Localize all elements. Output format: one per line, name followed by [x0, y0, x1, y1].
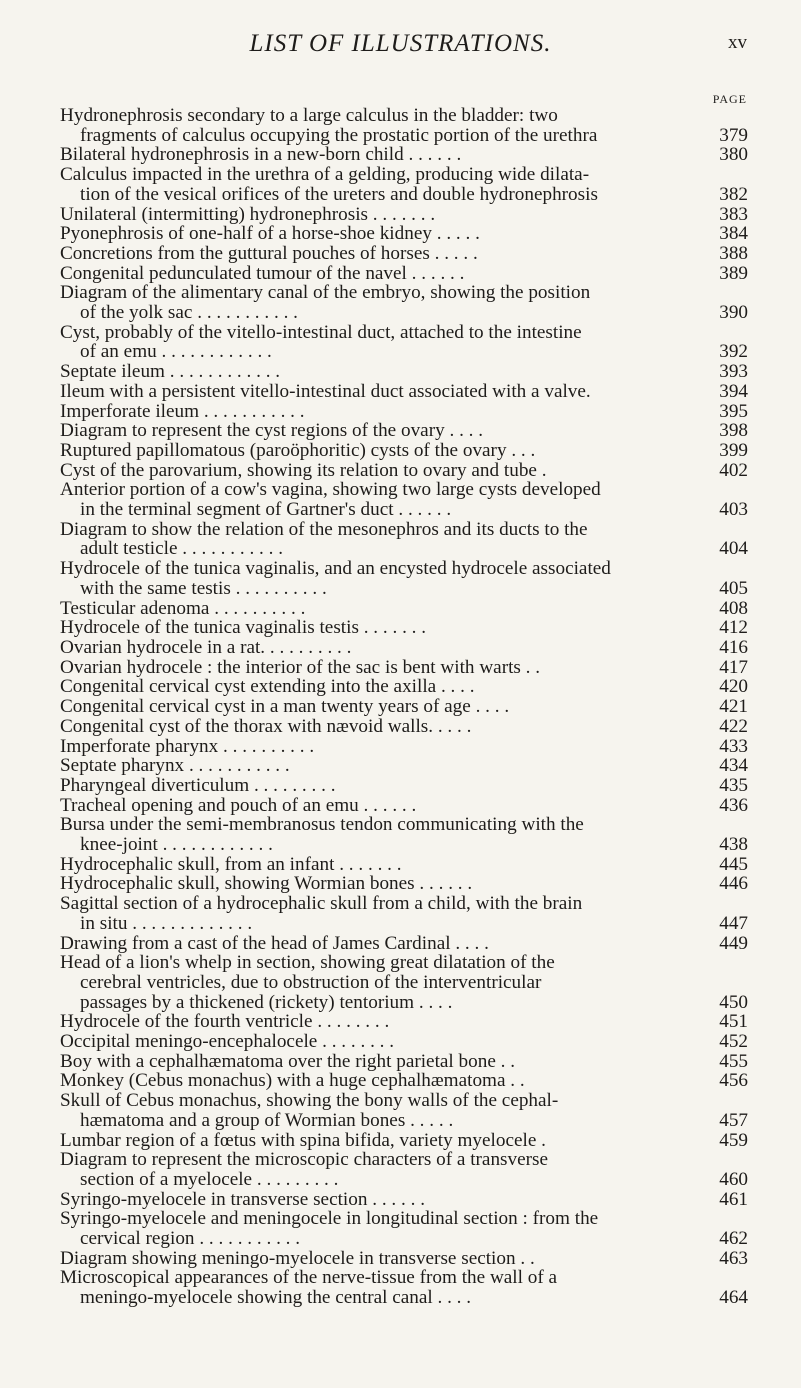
entry-caption-line: Syringo-myelocele and meningocele in longitudinal section : from the — [60, 1209, 599, 1230]
entry-page-number: 404 — [719, 538, 748, 560]
entry-caption-line: Calculus impacted in the urethra of a gelding, producing wide dilata- — [60, 165, 590, 185]
list-item — [60, 520, 748, 559]
entry-page-number: 390 — [719, 302, 748, 324]
entry-page-number: 460 — [719, 1168, 748, 1190]
list-item — [60, 1268, 748, 1307]
entry-caption-line: in the terminal segment of Gartner's duct . . . . . . — [80, 500, 452, 520]
entry-caption-line: Bursa under the semi-membranosus tendon communicating with the — [60, 815, 584, 836]
entry-caption-line: Monkey (Cebus monachus) with a huge cephalhæmatoma . . — [60, 1071, 525, 1092]
list-item — [60, 461, 748, 481]
entry-caption-line: hæmatoma and a group of Wormian bones . . . . . — [80, 1110, 454, 1131]
list-item — [60, 815, 748, 854]
page-title: LIST OF ILLUSTRATIONS. — [249, 30, 552, 57]
entry-page-number: 447 — [719, 912, 748, 934]
entry-caption-line: Diagram to represent the cyst regions of the ovary . . . . — [60, 421, 484, 441]
list-item — [60, 165, 748, 204]
entry-caption-line: Imperforate pharynx . . . . . . . . . . — [60, 736, 315, 757]
list-item — [60, 776, 748, 796]
entry-page-number: 446 — [719, 873, 748, 895]
entry-page-number: 417 — [719, 656, 748, 678]
entry-caption-line: Congenital cyst of the thorax with nævoid walls. . . . . — [60, 716, 472, 737]
entry-caption-line: Diagram to represent the microscopic characters of a transverse — [60, 1150, 548, 1170]
entry-page-number: 462 — [719, 1228, 748, 1250]
entry-page-number: 402 — [719, 459, 748, 481]
entry-page-number: 394 — [719, 380, 748, 402]
entry-page-number: 403 — [719, 499, 748, 521]
entry-page-number: 405 — [719, 577, 748, 599]
entry-page-number: 436 — [719, 794, 748, 816]
entry-caption-line: Hydrocephalic skull, showing Wormian bones . . . . . . — [60, 874, 473, 895]
entry-caption-line: Occipital meningo-encephalocele . . . . . . . . — [60, 1032, 395, 1052]
running-header — [0, 30, 801, 58]
entry-caption-line: Hydrocele of the tunica vaginalis testis . . . . . . . — [60, 618, 427, 638]
entry-caption-line: Congenital cervical cyst in a man twenty years of age . . . . — [60, 697, 510, 717]
folio-number: xv — [728, 32, 747, 53]
entry-caption-line: Imperforate ileum . . . . . . . . . . . — [60, 401, 305, 422]
entry-caption-line: Congenital pedunculated tumour of the navel . . . . . . — [60, 263, 465, 284]
entry-caption-line: Sagittal section of a hydrocephalic skull from a child, with the brain — [60, 894, 583, 914]
entry-caption-line: Concretions from the guttural pouches of horses . . . . . — [60, 243, 478, 264]
list-item — [60, 677, 748, 697]
entry-caption-line: Head of a lion's whelp in section, showing great dilatation of the — [60, 953, 555, 973]
list-item — [60, 953, 748, 1012]
list-item — [60, 441, 748, 461]
entry-caption-line: Microscopical appearances of the nerve-tissue from the wall of a — [60, 1268, 558, 1289]
entry-caption-line: Bilateral hydronephrosis in a new-born child . . . . . . — [60, 145, 462, 166]
list-item — [60, 1150, 748, 1189]
entry-page-number: 445 — [719, 853, 748, 875]
list-item — [60, 894, 748, 933]
entry-caption-line: Congenital cervical cyst extending into the axilla . . . . — [60, 677, 475, 698]
list-item — [60, 1052, 748, 1072]
list-item — [60, 1209, 748, 1248]
list-item — [60, 855, 748, 875]
list-item — [60, 737, 748, 757]
entry-caption-line: cervical region . . . . . . . . . . . — [80, 1229, 301, 1249]
list-item — [60, 264, 748, 284]
entry-page-number: 456 — [719, 1070, 748, 1092]
entry-caption-line: Ovarian hydrocele in a rat. . . . . . . . . . — [60, 637, 352, 658]
entry-page-number: 412 — [719, 617, 748, 639]
list-item — [60, 717, 748, 737]
entry-caption-line: fragments of calculus occupying the prostatic portion of the urethra — [80, 125, 598, 146]
list-item — [60, 205, 748, 225]
entry-caption-line: adult testicle . . . . . . . . . . . — [80, 539, 284, 560]
entry-page-number: 389 — [719, 262, 748, 284]
list-item — [60, 756, 748, 776]
entry-page-number: 399 — [719, 439, 748, 461]
entry-caption-line: tion of the vesical orifices of the ureters and double hydronephrosis — [80, 184, 598, 205]
list-item — [60, 106, 748, 145]
entry-caption-line: Diagram of the alimentary canal of the embryo, showing the position — [60, 283, 591, 304]
entry-page-number: 452 — [719, 1031, 748, 1053]
illustration-list — [60, 106, 748, 1308]
list-item — [60, 638, 748, 658]
entry-caption-line: of an emu . . . . . . . . . . . . — [80, 342, 272, 363]
entry-page-number: 422 — [719, 715, 748, 737]
list-item — [60, 658, 748, 678]
entry-caption-line: in situ . . . . . . . . . . . . . — [80, 913, 253, 934]
entry-page-number: 435 — [719, 774, 748, 796]
entry-caption-line: Skull of Cebus monachus, showing the bony walls of the cephal- — [60, 1091, 559, 1111]
list-item — [60, 1249, 748, 1269]
entry-caption-line: Pharyngeal diverticulum . . . . . . . . . — [60, 775, 336, 796]
entry-page-number: 388 — [719, 242, 748, 264]
entry-page-number: 438 — [719, 834, 748, 856]
entry-page-number: 463 — [719, 1247, 748, 1269]
entry-caption-line: Pyonephrosis of one-half of a horse-shoe kidney . . . . . — [60, 224, 480, 244]
entry-caption-line: Ruptured papillomatous (paroöphoritic) cysts of the ovary . . . — [60, 440, 536, 461]
entry-page-number: 384 — [719, 223, 748, 245]
entry-caption-line: section of a myelocele . . . . . . . . . — [80, 1169, 339, 1190]
page-column-label: PAGE — [712, 92, 747, 106]
entry-caption-line: Ileum with a persistent vitello-intestinal duct associated with a valve. — [60, 381, 591, 402]
entry-caption-line: cerebral ventricles, due to obstruction of the interventricular — [80, 972, 542, 993]
entry-caption-line: Hydrocele of the tunica vaginalis, and an encysted hydrocele associated — [60, 559, 611, 579]
list-item — [60, 934, 748, 954]
list-item — [60, 1131, 748, 1151]
entry-caption-line: Septate ileum . . . . . . . . . . . . — [60, 362, 281, 382]
entry-caption-line: Tracheal opening and pouch of an emu . . . . . . — [60, 795, 417, 816]
entry-page-number: 379 — [719, 124, 748, 146]
list-item — [60, 480, 748, 519]
entry-caption-line: Ovarian hydrocele : the interior of the sac is bent with warts . . — [60, 657, 541, 678]
entry-caption-line: knee-joint . . . . . . . . . . . . — [80, 835, 273, 855]
entry-page-number: 449 — [719, 932, 748, 954]
list-item — [60, 421, 748, 441]
entry-page-number: 383 — [719, 203, 748, 225]
entry-caption-line: Septate pharynx . . . . . . . . . . . — [60, 756, 290, 776]
entry-page-number: 421 — [719, 696, 748, 718]
entry-caption-line: meningo-myelocele showing the central canal . . . . — [80, 1288, 472, 1308]
list-item — [60, 874, 748, 894]
entry-page-number: 459 — [719, 1129, 748, 1151]
list-item — [60, 323, 748, 362]
list-item — [60, 224, 748, 244]
list-item — [60, 796, 748, 816]
entry-page-number: 380 — [719, 144, 748, 166]
entry-caption-line: Drawing from a cast of the head of James Cardinal . . . . — [60, 933, 489, 954]
list-item — [60, 244, 748, 264]
entry-caption-line: Unilateral (intermitting) hydronephrosis . . . . . . . — [60, 204, 436, 225]
entry-page-number: 398 — [719, 420, 748, 442]
entry-page-number: 464 — [719, 1287, 748, 1309]
list-item — [60, 1071, 748, 1091]
entry-page-number: 392 — [719, 341, 748, 363]
entry-page-number: 433 — [719, 735, 748, 757]
entry-caption-line: with the same testis . . . . . . . . . . — [80, 578, 327, 599]
list-item — [60, 1190, 748, 1210]
list-item — [60, 1032, 748, 1052]
entry-caption-line: Lumbar region of a fœtus with spina bifida, variety myelocele . — [60, 1130, 546, 1151]
entry-page-number: 457 — [719, 1109, 748, 1131]
list-item — [60, 145, 748, 165]
list-item — [60, 283, 748, 322]
entry-caption-line: Hydrocele of the fourth ventricle . . . . . . . . — [60, 1012, 390, 1033]
entry-caption-line: passages by a thickened (rickety) tentorium . . . . — [80, 992, 453, 1013]
list-item — [60, 599, 748, 619]
entry-page-number: 395 — [719, 400, 748, 422]
entry-caption-line: Cyst of the parovarium, showing its relation to ovary and tube . — [60, 460, 547, 481]
list-item — [60, 1012, 748, 1032]
entry-caption-line: Diagram showing meningo-myelocele in transverse section . . — [60, 1248, 535, 1269]
entry-page-number: 408 — [719, 597, 748, 619]
entry-page-number: 434 — [719, 755, 748, 777]
entry-caption-line: Testicular adenoma . . . . . . . . . . — [60, 598, 306, 619]
entry-page-number: 393 — [719, 361, 748, 383]
list-item — [60, 697, 748, 717]
list-item — [60, 362, 748, 382]
entry-caption-line: Hydrocephalic skull, from an infant . . . . . . . — [60, 854, 402, 875]
entry-caption-line: Diagram to show the relation of the mesonephros and its ducts to the — [60, 519, 588, 540]
list-item — [60, 382, 748, 402]
list-item — [60, 618, 748, 638]
entry-caption-line: of the yolk sac . . . . . . . . . . . — [80, 303, 298, 323]
entry-caption-line: Hydronephrosis secondary to a large calculus in the bladder: two — [60, 106, 558, 126]
entry-page-number: 461 — [719, 1188, 748, 1210]
entry-caption-line: Boy with a cephalhæmatoma over the right parietal bone . . — [60, 1051, 516, 1072]
list-item — [60, 1091, 748, 1130]
entry-page-number: 450 — [719, 991, 748, 1013]
entry-page-number: 455 — [719, 1050, 748, 1072]
list-item — [60, 559, 748, 598]
entry-page-number: 420 — [719, 676, 748, 698]
entry-page-number: 416 — [719, 636, 748, 658]
entry-caption-line: Syringo-myelocele in transverse section . . . . . . — [60, 1189, 426, 1210]
entry-caption-line: Cyst, probably of the vitello-intestinal duct, attached to the intestine — [60, 322, 582, 343]
list-item — [60, 402, 748, 422]
entry-page-number: 382 — [719, 183, 748, 205]
entry-page-number: 451 — [719, 1011, 748, 1033]
entry-caption-line: Anterior portion of a cow's vagina, showing two large cysts developed — [60, 480, 601, 501]
